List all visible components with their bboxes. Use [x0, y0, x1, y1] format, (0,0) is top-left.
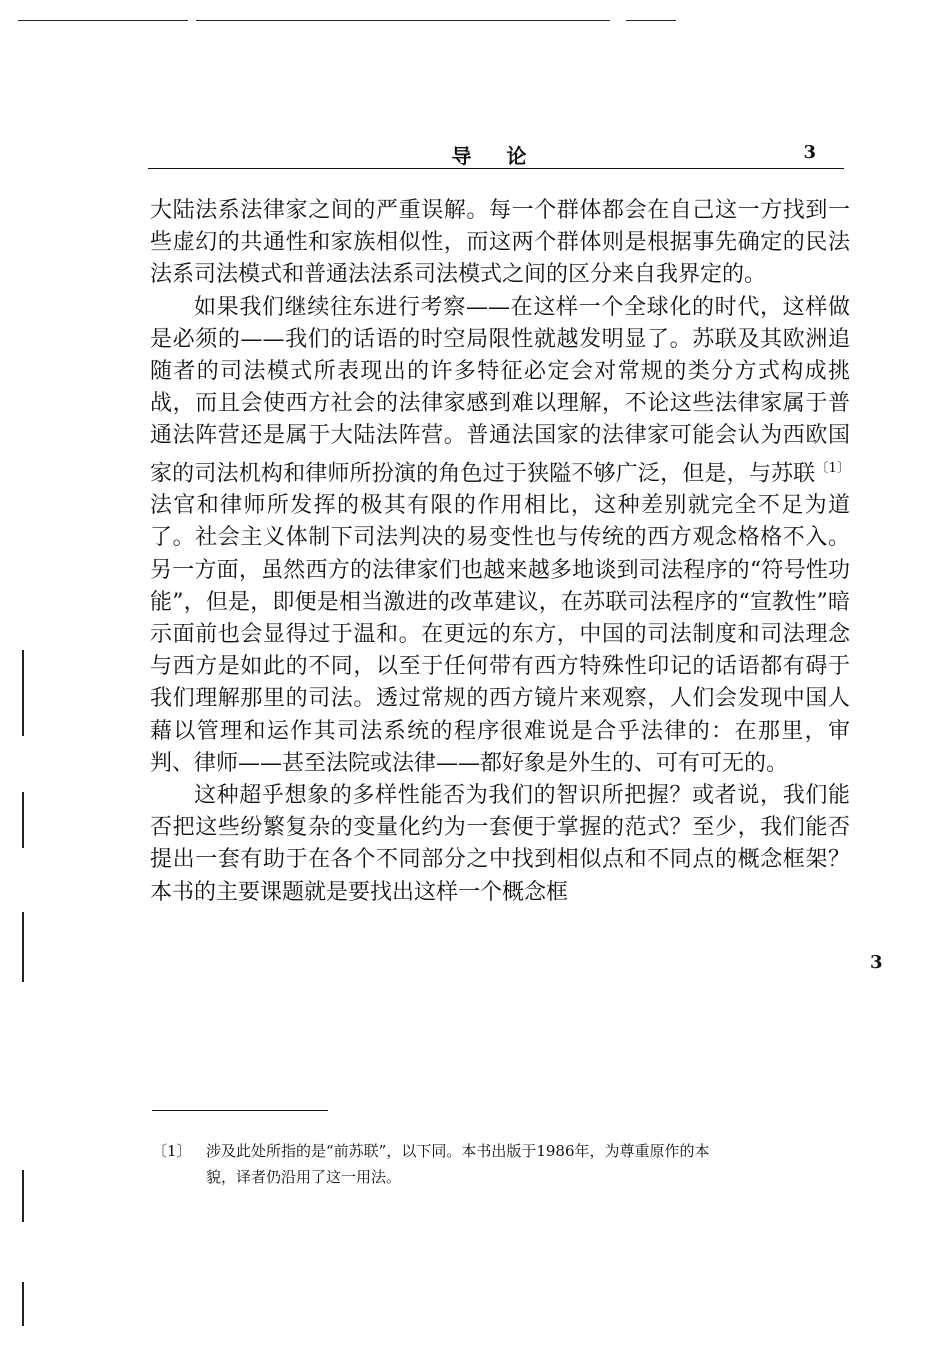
- scan-bar-5: [22, 1282, 24, 1326]
- footnote-line-1: [152, 1138, 852, 1164]
- paragraph-1: 大陆法系法律家之间的严重误解。每一个群体都会在自己这一方找到一些虚幻的共通性和家族相似性，而这两个群体则是根据事先确定的民法法系司法模式和普通法法系司法模式之间的区分来自我界定的。: [150, 198, 850, 288]
- margin-page-number: 3: [870, 952, 883, 973]
- footnote-rule: [152, 1110, 328, 1111]
- scan-line-top-1: [18, 20, 188, 21]
- footnote-line-2: 貌，译者仍沿用了这一用法。: [206, 1168, 402, 1186]
- scan-bar-2: [22, 792, 24, 848]
- running-header: [148, 136, 844, 168]
- body-text: [150, 195, 850, 909]
- scan-bar-3: [22, 912, 24, 982]
- header-rule: [148, 168, 844, 169]
- scan-line-top-2: [196, 20, 610, 21]
- scan-line-top-3: [626, 20, 676, 21]
- header-page-number: 3: [803, 142, 816, 163]
- paragraph-2: [150, 292, 850, 780]
- scan-bar-1: [22, 650, 24, 736]
- header-title: 导 论: [451, 144, 541, 168]
- scan-bar-4: [22, 1170, 24, 1222]
- paragraph-3: 这种超乎想象的多样性能否为我们的智识所把握？或者说，我们能否把这些纷繁复杂的变量化约为一套便于掌握的范式？至少，我们能否提出一套有助于在各个不同部分之中找到相似点和不同点的概念框架？本书的主要课题就是要找出这样一个概念框: [150, 782, 850, 905]
- paragraph-2-part-2: 法官和律师所发挥的极其有限的作用相比，这种差别就完全不足为道了。社会主义体制下司法判决的易变性也与传统的西方观念格格不入。另一方面，虽然西方的法律家们也越来越多地谈到司法程序的“符号性功能”，但是，即便是相当激进的改革建议，在苏联司法程序的“宣教性”暗示面前也会显得过于温和。在更远的东方，中国的司法制度和司法理念与西方是如此的不同，以至于任何带有西方特殊性印记的话语都有碍于我们理解那里的司法。透过常规的西方镜片来观察，人们会发现中国人藉以管理和运作其司法系统的程序很难说是合乎法律的：在那里，审判、律师——甚至法院或法律——都好象是外生的、可有可无的。: [150, 493, 850, 776]
- footnote-reference: 〔1〕: [815, 460, 850, 476]
- paragraph-2-part-1: 如果我们继续往东进行考察——在这样一个全球化的时代，这样做是必须的——我们的话语的时空局限性就越发明显了。苏联及其欧洲追随者的司法模式所表现出的许多特征必定会对常规的类分方式构成挑战，而且会使西方社会的法律家感到难以理解，不论这些法律家属于普通法阵营还是属于大陆法阵营。普通法国家的法律家可能会认为西欧国家的司法机构和律师所扮演的角色过于狭隘不够广泛，但是，与苏联: [150, 294, 850, 486]
- footnote: [152, 1138, 852, 1190]
- footnote-text-1: 涉及此处所指的是“前苏联”，以下同。本书出版于1986年，为尊重原作的本: [206, 1142, 710, 1160]
- footnote-mark: 〔1〕: [152, 1142, 192, 1160]
